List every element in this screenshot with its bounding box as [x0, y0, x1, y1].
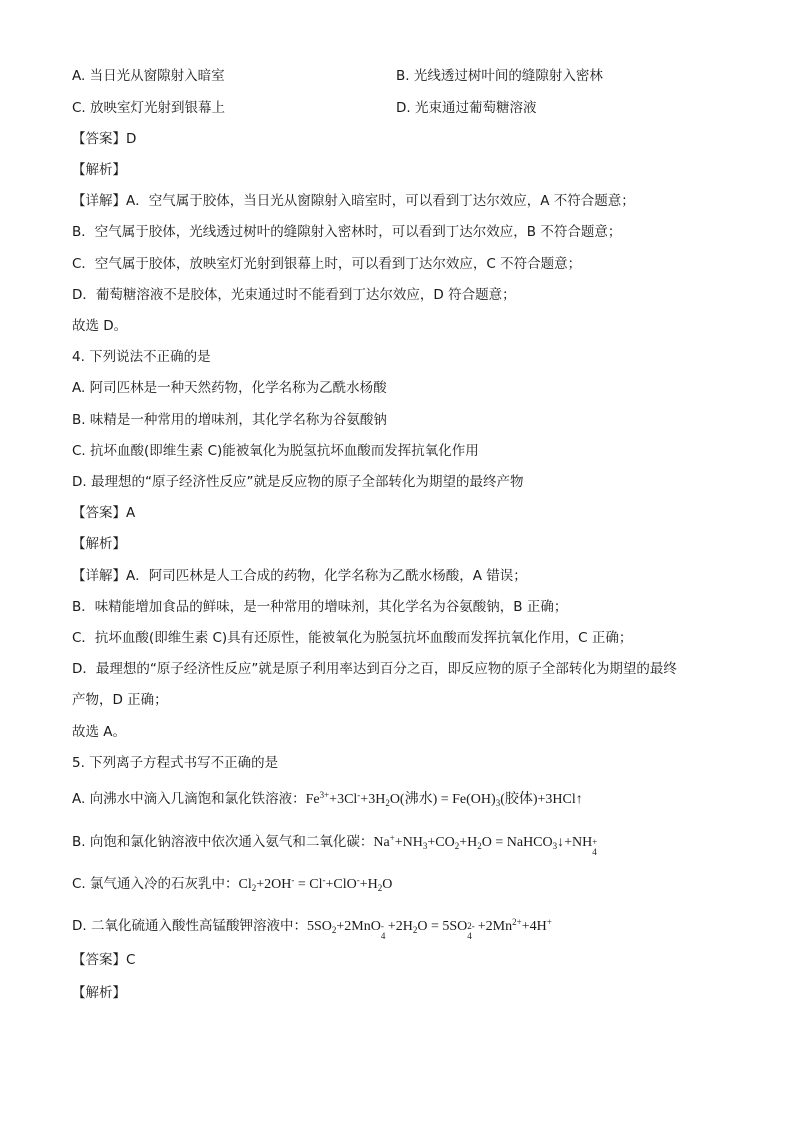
q3-answer: 【答案】D	[72, 131, 137, 147]
q4-detail-line: D．最理想的“原子经济性反应”就是原子利用率达到百分之百，即反应物的原子全部转化为期望的最终	[72, 661, 677, 677]
q3-conclusion: 故选 D。	[72, 318, 128, 334]
q5-stem: 5. 下列离子方程式书写不正确的是	[72, 755, 279, 771]
q4-answer: 【答案】A	[72, 505, 136, 521]
q4-detail-line: 【详解】A．阿司匹林是人工合成的药物，化学名称为乙酰水杨酸，A 错误；	[72, 568, 527, 584]
q3-option-b: B. 光线透过树叶间的缝隙射入密林	[396, 68, 603, 84]
q4-option-d: D. 最理想的“原子经济性反应”就是反应物的原子全部转化为期望的最终产物	[72, 474, 524, 490]
q5-option-a-equation: $Fe^{3+}+3Cl^-+3H_2O$(沸水) = $Fe(OH)_3$(胶体)+3HCl↑	[305, 790, 583, 808]
q3-option-a: A. 当日光从窗隙射入暗室	[72, 68, 225, 84]
q3-option-d: D. 光束通过葡萄糖溶液	[396, 100, 537, 116]
q3-detail-line: C．空气属于胶体，放映室灯光射到银幕上时，可以看到丁达尔效应，C 不符合题意；	[72, 256, 582, 272]
q4-conclusion: 故选 A。	[72, 724, 127, 740]
q3-detail-line: B．空气属于胶体，光线透过树叶的缝隙射入密林时，可以看到丁达尔效应，B 不符合题意；	[72, 224, 622, 240]
q5-option-a	[72, 789, 583, 810]
q5-option-d	[72, 916, 552, 941]
q5-analysis-label: 【解析】	[72, 985, 126, 1001]
q4-detail-line: B．味精能增加食品的鲜味，是一种常用的增味剂，其化学名为谷氨酸钠，B 正确；	[72, 599, 568, 615]
q5-option-d-prefix: D. 二氧化硫通入酸性高锰酸钾溶液中：	[72, 918, 307, 934]
q4-detail-line: C．抗坏血酸(即维生素 C)具有还原性，能被氧化为脱氢抗坏血酸而发挥抗氧化作用，C 正确；	[72, 630, 633, 646]
q3-option-c: C. 放映室灯光射到银幕上	[72, 100, 226, 116]
q5-option-c	[72, 874, 392, 895]
q4-option-b: B. 味精是一种常用的增味剂，其化学名称为谷氨酸钠	[72, 412, 387, 428]
q5-option-c-equation: $Cl_2+2OH^- = Cl^-+ClO^-+H_2O$	[238, 875, 393, 893]
q5-option-b	[72, 832, 599, 857]
q5-option-a-prefix: A. 向沸水中滴入几滴饱和氯化铁溶液：	[72, 791, 306, 807]
q3-detail-line: 【详解】A．空气属于胶体，当日光从窗隙射入暗室时，可以看到丁达尔效应，A 不符合题意；	[72, 193, 635, 209]
q4-option-c: C. 抗坏血酸(即维生素 C)能被氧化为脱氢抗坏血酸而发挥抗氧化作用	[72, 443, 479, 459]
q4-option-a: A. 阿司匹林是一种天然药物，化学名称为乙酰水杨酸	[72, 380, 387, 396]
q3-detail-line: D．葡萄糖溶液不是胶体，光束通过时不能看到丁达尔效应，D 符合题意；	[72, 287, 516, 303]
q5-option-b-equation: $Na^++NH_3+CO_2+H_2O$ = NaHCO$_3$↓+NH + 4	[373, 833, 598, 857]
q5-option-c-prefix: C. 氯气通入冷的石灰乳中：	[72, 876, 239, 892]
q3-analysis-label: 【解析】	[72, 162, 126, 178]
q5-option-d-equation: $5SO_2+2MnO$ - 4 $+2H_2O = 5SO$ 2- 4 $+2Mn^{2+}+4H^+$	[306, 917, 552, 941]
q4-analysis-label: 【解析】	[72, 536, 126, 552]
q5-answer: 【答案】C	[72, 952, 136, 968]
q5-option-b-prefix: B. 向饱和氯化钠溶液中依次通入氨气和二氧化碳：	[72, 834, 374, 850]
q4-detail-line: 产物，D 正确；	[72, 692, 168, 708]
q4-stem: 4. 下列说法不正确的是	[72, 349, 211, 365]
